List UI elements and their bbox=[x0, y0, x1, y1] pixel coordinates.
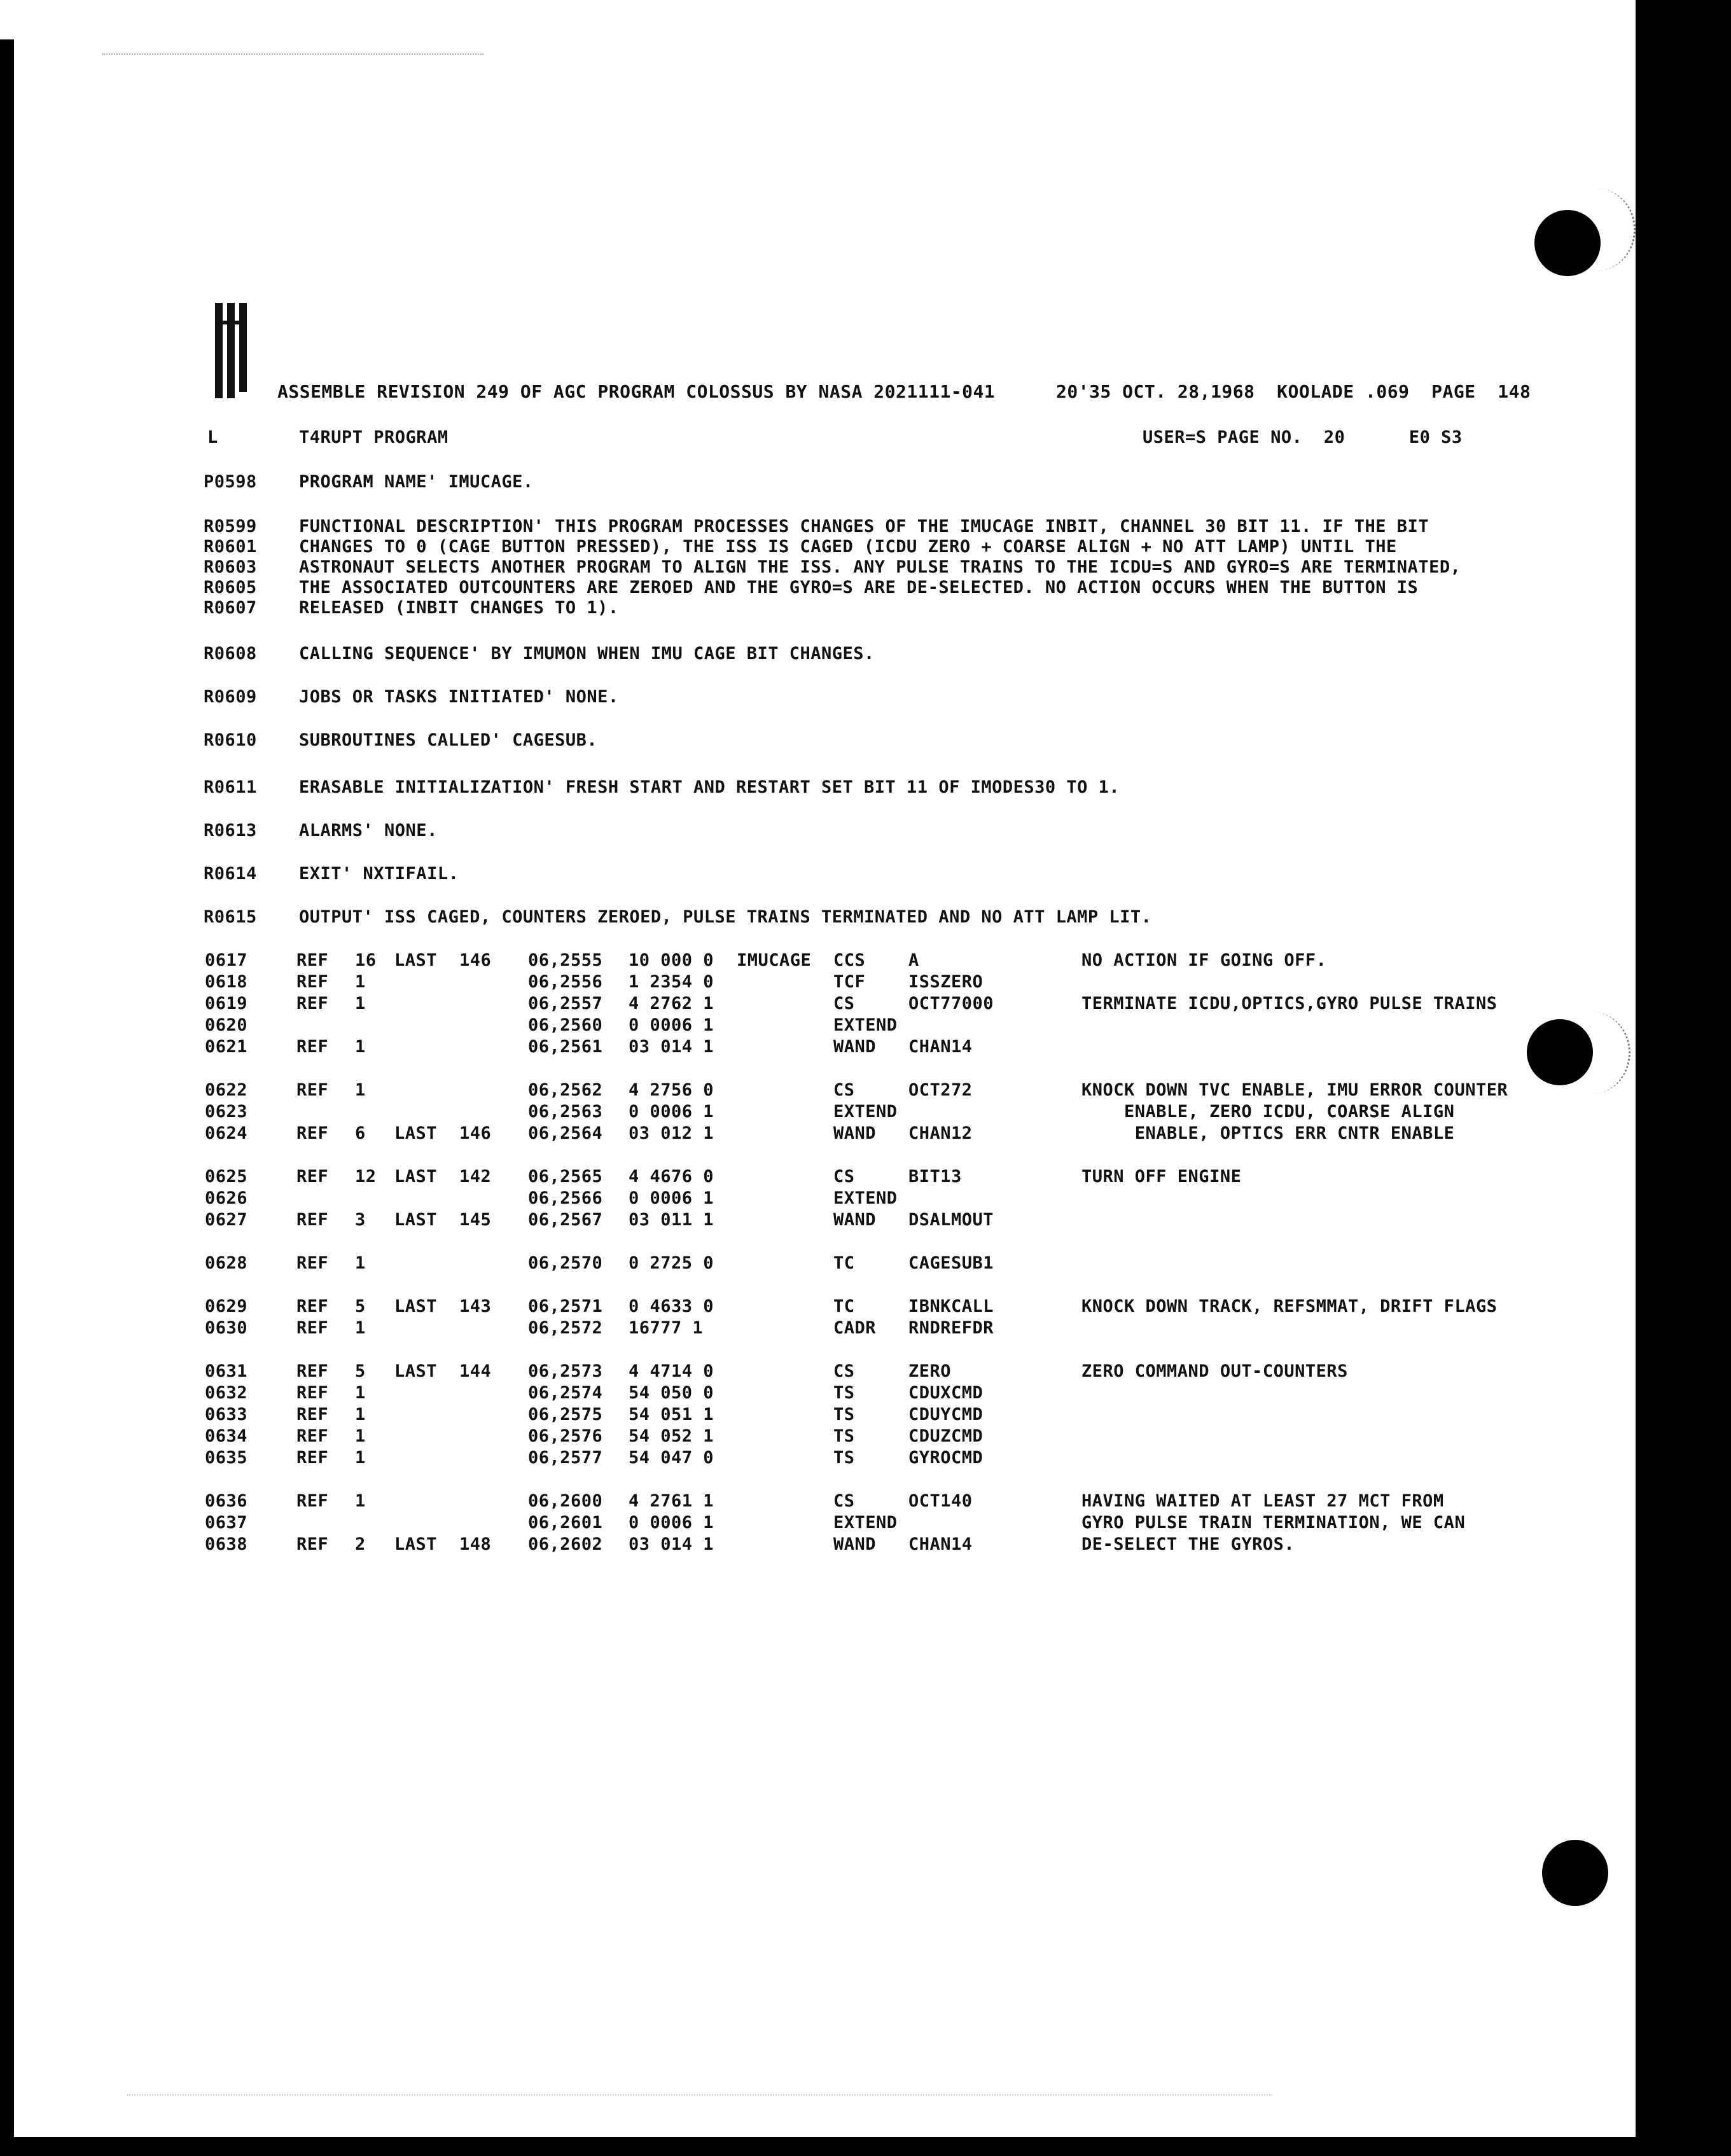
code-address: 06,2567 bbox=[528, 1210, 603, 1230]
code-opcode: CS bbox=[833, 1491, 855, 1511]
code-ref: REF bbox=[296, 1448, 329, 1468]
code-comment: GYRO PULSE TRAIN TERMINATION, WE CAN bbox=[1081, 1513, 1466, 1533]
code-opcode: CS bbox=[833, 1080, 855, 1100]
code-line-number: 0637 bbox=[205, 1513, 248, 1533]
code-operand: CDUZCMD bbox=[908, 1426, 984, 1446]
code-operand: CDUXCMD bbox=[908, 1383, 984, 1403]
punch-hole bbox=[1534, 210, 1601, 276]
code-operand: GYROCMD bbox=[908, 1448, 984, 1468]
code-operand: CHAN12 bbox=[908, 1123, 973, 1143]
code-opcode: EXTEND bbox=[833, 1015, 898, 1035]
code-comment: HAVING WAITED AT LEAST 27 MCT FROM bbox=[1081, 1491, 1444, 1511]
line-text: ASTRONAUT SELECTS ANOTHER PROGRAM TO ALIGN THE ISS. ANY PULSE TRAINS TO THE ICDU=S AND GYRO=S ARE TERMINATED, bbox=[299, 557, 1461, 577]
code-comment: TERMINATE ICDU,OPTICS,GYRO PULSE TRAINS bbox=[1081, 994, 1498, 1013]
line-text: THE ASSOCIATED OUTCOUNTERS ARE ZEROED AND THE GYRO=S ARE DE-SELECTED. NO ACTION OCCURS WHEN THE BUTTON IS bbox=[299, 578, 1419, 597]
code-last-page: 146 bbox=[459, 1123, 492, 1143]
code-ref: REF bbox=[296, 1426, 329, 1446]
line-label: R0614 bbox=[204, 864, 257, 884]
code-line-number: 0621 bbox=[205, 1037, 248, 1057]
code-opcode: CS bbox=[833, 994, 855, 1013]
code-last-page: 142 bbox=[459, 1167, 492, 1186]
code-octal: 0 0006 1 bbox=[629, 1102, 714, 1122]
code-line-number: 0636 bbox=[205, 1491, 248, 1511]
code-operand: RNDREFDR bbox=[908, 1318, 994, 1338]
code-operand: OCT77000 bbox=[908, 994, 994, 1013]
code-ref: REF bbox=[296, 1297, 329, 1316]
code-octal: 0 4633 0 bbox=[629, 1297, 714, 1316]
code-operand: CHAN14 bbox=[908, 1534, 973, 1554]
code-opcode: WAND bbox=[833, 1534, 877, 1554]
code-octal: 1 2354 0 bbox=[629, 972, 714, 992]
code-address: 06,2564 bbox=[528, 1123, 603, 1143]
code-address: 06,2575 bbox=[528, 1405, 603, 1424]
code-ref: REF bbox=[296, 994, 329, 1013]
scan-edge-bottom bbox=[0, 2137, 1731, 2156]
code-address: 06,2563 bbox=[528, 1102, 603, 1122]
scan-noise-bottom bbox=[127, 2094, 1272, 2097]
code-comment: ENABLE, OPTICS ERR CNTR ENABLE bbox=[1081, 1123, 1455, 1143]
line-label: R0609 bbox=[204, 687, 257, 707]
code-ref: REF bbox=[296, 1383, 329, 1403]
code-ref: REF bbox=[296, 950, 329, 970]
line-label: R0599 bbox=[204, 517, 257, 536]
code-comment: DE-SELECT THE GYROS. bbox=[1081, 1534, 1295, 1554]
code-opcode: WAND bbox=[833, 1123, 877, 1143]
code-address: 06,2562 bbox=[528, 1080, 603, 1100]
code-comment: TURN OFF ENGINE bbox=[1081, 1167, 1242, 1186]
line-label: R0608 bbox=[204, 644, 257, 664]
line-text: SUBROUTINES CALLED' CAGESUB. bbox=[299, 730, 598, 750]
code-ref: REF bbox=[296, 1361, 329, 1381]
code-ref: REF bbox=[296, 1534, 329, 1554]
code-octal: 03 012 1 bbox=[629, 1123, 714, 1143]
code-opcode: CS bbox=[833, 1167, 855, 1186]
code-last-page: 146 bbox=[459, 950, 492, 970]
code-last: LAST bbox=[394, 1123, 438, 1143]
line-label: R0601 bbox=[204, 537, 257, 557]
code-octal: 54 052 1 bbox=[629, 1426, 714, 1446]
code-ref-count: 6 bbox=[355, 1123, 366, 1143]
code-line-number: 0617 bbox=[205, 950, 248, 970]
code-opcode: TS bbox=[833, 1383, 855, 1403]
code-ref-count: 1 bbox=[355, 1426, 366, 1446]
code-octal: 0 0006 1 bbox=[629, 1513, 714, 1533]
code-address: 06,2574 bbox=[528, 1383, 603, 1403]
code-ref-count: 1 bbox=[355, 1448, 366, 1468]
code-last: LAST bbox=[394, 1361, 438, 1381]
code-ref: REF bbox=[296, 1167, 329, 1186]
code-octal: 03 014 1 bbox=[629, 1534, 714, 1554]
code-line-number: 0627 bbox=[205, 1210, 248, 1230]
code-line-number: 0633 bbox=[205, 1405, 248, 1424]
punch-hole bbox=[1542, 1840, 1608, 1906]
code-octal: 16777 1 bbox=[629, 1318, 704, 1338]
code-opcode: CCS bbox=[833, 950, 866, 970]
code-line-number: 0619 bbox=[205, 994, 248, 1013]
code-address: 06,2600 bbox=[528, 1491, 603, 1511]
line-text: PROGRAM NAME' IMUCAGE. bbox=[299, 472, 534, 492]
code-ref: REF bbox=[296, 1318, 329, 1338]
code-ref-count: 1 bbox=[355, 1318, 366, 1338]
line-label: R0611 bbox=[204, 777, 257, 797]
code-octal: 54 047 0 bbox=[629, 1448, 714, 1468]
code-ref-count: 3 bbox=[355, 1210, 366, 1230]
code-address: 06,2577 bbox=[528, 1448, 603, 1468]
code-opcode: TC bbox=[833, 1253, 855, 1273]
code-line-number: 0620 bbox=[205, 1015, 248, 1035]
code-operand: BIT13 bbox=[908, 1167, 962, 1186]
code-comment: ZERO COMMAND OUT-COUNTERS bbox=[1081, 1361, 1348, 1381]
code-opcode: EXTEND bbox=[833, 1188, 898, 1208]
code-comment: KNOCK DOWN TRACK, REFSMMAT, DRIFT FLAGS bbox=[1081, 1297, 1498, 1316]
code-address: 06,2602 bbox=[528, 1534, 603, 1554]
code-opcode: TC bbox=[833, 1297, 855, 1316]
code-address: 06,2560 bbox=[528, 1015, 603, 1035]
code-opcode: CS bbox=[833, 1361, 855, 1381]
code-operand: OCT140 bbox=[908, 1491, 973, 1511]
code-line-number: 0630 bbox=[205, 1318, 248, 1338]
code-ref-count: 1 bbox=[355, 1383, 366, 1403]
code-opcode: EXTEND bbox=[833, 1513, 898, 1533]
code-line-number: 0628 bbox=[205, 1253, 248, 1273]
header-sub-right: USER=S PAGE NO. 20 E0 S3 bbox=[1143, 428, 1463, 447]
code-line-number: 0625 bbox=[205, 1167, 248, 1186]
binder-mark bbox=[215, 303, 256, 401]
scan-noise-top bbox=[102, 53, 483, 56]
code-octal: 0 2725 0 bbox=[629, 1253, 714, 1273]
code-ref: REF bbox=[296, 1037, 329, 1057]
code-ref-count: 1 bbox=[355, 1491, 366, 1511]
code-ref: REF bbox=[296, 1253, 329, 1273]
code-opcode: TS bbox=[833, 1405, 855, 1424]
code-octal: 4 2761 1 bbox=[629, 1491, 714, 1511]
code-operand: IBNKCALL bbox=[908, 1297, 994, 1316]
code-operand: CHAN14 bbox=[908, 1037, 973, 1057]
code-octal: 4 2756 0 bbox=[629, 1080, 714, 1100]
code-address: 06,2570 bbox=[528, 1253, 603, 1273]
code-last-page: 143 bbox=[459, 1297, 492, 1316]
header-title-right: 20'35 OCT. 28,1968 KOOLADE .069 PAGE 148 bbox=[1056, 381, 1531, 402]
code-last: LAST bbox=[394, 1210, 438, 1230]
code-octal: 0 0006 1 bbox=[629, 1015, 714, 1035]
line-label: R0615 bbox=[204, 907, 257, 927]
code-last-page: 148 bbox=[459, 1534, 492, 1554]
code-line-number: 0635 bbox=[205, 1448, 248, 1468]
code-opcode: WAND bbox=[833, 1037, 877, 1057]
code-operand: CAGESUB1 bbox=[908, 1253, 994, 1273]
code-last: LAST bbox=[394, 950, 438, 970]
code-opcode: CADR bbox=[833, 1318, 877, 1338]
code-ref: REF bbox=[296, 1123, 329, 1143]
code-line-number: 0638 bbox=[205, 1534, 248, 1554]
code-line-number: 0624 bbox=[205, 1123, 248, 1143]
code-last-page: 145 bbox=[459, 1210, 492, 1230]
code-line-number: 0622 bbox=[205, 1080, 248, 1100]
code-comment: NO ACTION IF GOING OFF. bbox=[1081, 950, 1327, 970]
code-address: 06,2561 bbox=[528, 1037, 603, 1057]
code-ref-count: 1 bbox=[355, 1080, 366, 1100]
line-text: CHANGES TO 0 (CAGE BUTTON PRESSED), THE ISS IS CAGED (ICDU ZERO + COARSE ALIGN + NO ATT LAMP) UNTIL THE bbox=[299, 537, 1397, 557]
code-opcode: WAND bbox=[833, 1210, 877, 1230]
code-address: 06,2576 bbox=[528, 1426, 603, 1446]
code-address: 06,2571 bbox=[528, 1297, 603, 1316]
code-octal: 03 011 1 bbox=[629, 1210, 714, 1230]
code-ref-count: 12 bbox=[355, 1167, 377, 1186]
line-text: ALARMS' NONE. bbox=[299, 821, 438, 840]
code-ref: REF bbox=[296, 1210, 329, 1230]
code-comment: KNOCK DOWN TVC ENABLE, IMU ERROR COUNTER bbox=[1081, 1080, 1508, 1100]
code-opcode: TS bbox=[833, 1448, 855, 1468]
code-line-number: 0629 bbox=[205, 1297, 248, 1316]
code-ref-count: 1 bbox=[355, 972, 366, 992]
code-opcode: EXTEND bbox=[833, 1102, 898, 1122]
code-address: 06,2555 bbox=[528, 950, 603, 970]
line-label: R0603 bbox=[204, 557, 257, 577]
line-text: EXIT' NXTIFAIL. bbox=[299, 864, 459, 884]
code-line-number: 0618 bbox=[205, 972, 248, 992]
scan-edge-right bbox=[1636, 0, 1731, 2156]
code-operand: A bbox=[908, 950, 919, 970]
code-label: IMUCAGE bbox=[737, 950, 812, 970]
code-line-number: 0634 bbox=[205, 1426, 248, 1446]
code-operand: DSALMOUT bbox=[908, 1210, 994, 1230]
code-octal: 4 2762 1 bbox=[629, 994, 714, 1013]
line-label: P0598 bbox=[204, 472, 257, 492]
line-label: R0613 bbox=[204, 821, 257, 840]
code-ref: REF bbox=[296, 1491, 329, 1511]
code-opcode: TCF bbox=[833, 972, 866, 992]
code-ref-count: 1 bbox=[355, 1037, 366, 1057]
code-last-page: 144 bbox=[459, 1361, 492, 1381]
header-sub-left: T4RUPT PROGRAM bbox=[299, 428, 448, 447]
code-address: 06,2572 bbox=[528, 1318, 603, 1338]
code-ref: REF bbox=[296, 1405, 329, 1424]
code-octal: 10 000 0 bbox=[629, 950, 714, 970]
line-label: R0610 bbox=[204, 730, 257, 750]
code-address: 06,2573 bbox=[528, 1361, 603, 1381]
code-ref: REF bbox=[296, 1080, 329, 1100]
line-label: R0607 bbox=[204, 598, 257, 618]
code-address: 06,2566 bbox=[528, 1188, 603, 1208]
code-last: LAST bbox=[394, 1534, 438, 1554]
scan-edge-left bbox=[0, 39, 14, 2156]
code-address: 06,2556 bbox=[528, 972, 603, 992]
code-ref-count: 1 bbox=[355, 1253, 366, 1273]
code-last: LAST bbox=[394, 1167, 438, 1186]
code-opcode: TS bbox=[833, 1426, 855, 1446]
code-line-number: 0632 bbox=[205, 1383, 248, 1403]
line-label: R0605 bbox=[204, 578, 257, 597]
code-octal: 54 050 0 bbox=[629, 1383, 714, 1403]
code-line-number: 0626 bbox=[205, 1188, 248, 1208]
code-address: 06,2557 bbox=[528, 994, 603, 1013]
code-octal: 03 014 1 bbox=[629, 1037, 714, 1057]
header-title-left: ASSEMBLE REVISION 249 OF AGC PROGRAM COLOSSUS BY NASA 2021111-041 bbox=[277, 381, 996, 402]
code-ref-count: 5 bbox=[355, 1361, 366, 1381]
code-octal: 54 051 1 bbox=[629, 1405, 714, 1424]
code-operand: ISSZERO bbox=[908, 972, 984, 992]
line-text: OUTPUT' ISS CAGED, COUNTERS ZEROED, PULSE TRAINS TERMINATED AND NO ATT LAMP LIT. bbox=[299, 907, 1152, 927]
line-text: JOBS OR TASKS INITIATED' NONE. bbox=[299, 687, 619, 707]
code-octal: 0 0006 1 bbox=[629, 1188, 714, 1208]
code-operand: OCT272 bbox=[908, 1080, 973, 1100]
code-octal: 4 4714 0 bbox=[629, 1361, 714, 1381]
code-operand: ZERO bbox=[908, 1361, 952, 1381]
code-last: LAST bbox=[394, 1297, 438, 1316]
line-text: CALLING SEQUENCE' BY IMUMON WHEN IMU CAGE BIT CHANGES. bbox=[299, 644, 875, 664]
line-text: RELEASED (INBIT CHANGES TO 1). bbox=[299, 598, 619, 618]
code-ref: REF bbox=[296, 972, 329, 992]
code-ref-count: 5 bbox=[355, 1297, 366, 1316]
code-address: 06,2601 bbox=[528, 1513, 603, 1533]
code-address: 06,2565 bbox=[528, 1167, 603, 1186]
code-ref-count: 1 bbox=[355, 1405, 366, 1424]
code-line-number: 0631 bbox=[205, 1361, 248, 1381]
code-ref-count: 2 bbox=[355, 1534, 366, 1554]
code-comment: ENABLE, ZERO ICDU, COARSE ALIGN bbox=[1081, 1102, 1455, 1122]
header-sub-l: L bbox=[207, 428, 218, 447]
code-line-number: 0623 bbox=[205, 1102, 248, 1122]
punch-hole bbox=[1527, 1019, 1593, 1085]
line-text: FUNCTIONAL DESCRIPTION' THIS PROGRAM PROCESSES CHANGES OF THE IMUCAGE INBIT, CHANNEL 30 BIT 11. IF THE BIT bbox=[299, 517, 1429, 536]
line-text: ERASABLE INITIALIZATION' FRESH START AND RESTART SET BIT 11 OF IMODES30 TO 1. bbox=[299, 777, 1120, 797]
code-ref-count: 1 bbox=[355, 994, 366, 1013]
code-operand: CDUYCMD bbox=[908, 1405, 984, 1424]
code-ref-count: 16 bbox=[355, 950, 377, 970]
code-octal: 4 4676 0 bbox=[629, 1167, 714, 1186]
